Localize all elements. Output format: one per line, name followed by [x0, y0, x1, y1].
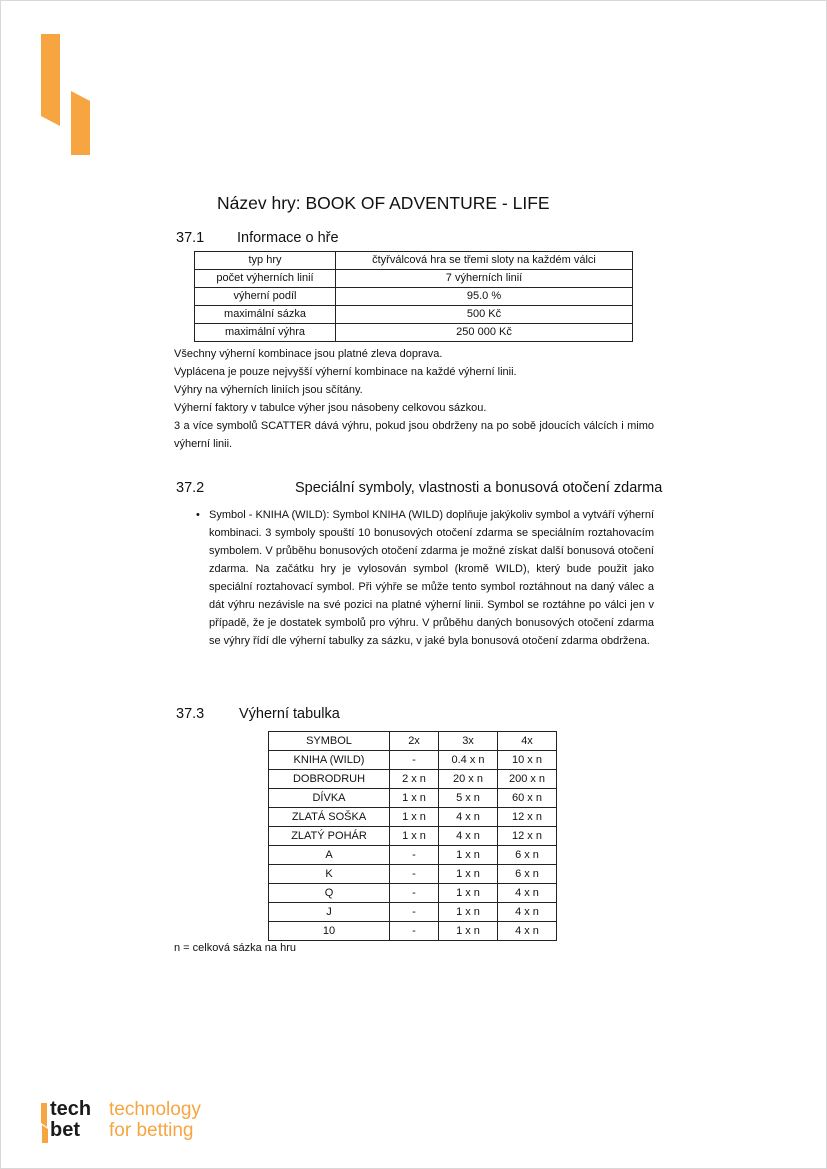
- payout-2x: -: [390, 846, 439, 865]
- column-header: 2x: [390, 732, 439, 751]
- payout-3x: 1 x n: [439, 846, 498, 865]
- payout-2x: 2 x n: [390, 770, 439, 789]
- payout-2x: 1 x n: [390, 827, 439, 846]
- note: Vyplácena je pouze nejvyšší výherní kombinace na každé výherní linii.: [174, 366, 517, 378]
- payout-3x: 20 x n: [439, 770, 498, 789]
- symbol-name: K: [269, 865, 390, 884]
- table-row: [269, 751, 557, 770]
- payout-2x: 1 x n: [390, 808, 439, 827]
- table-header-row: [269, 732, 557, 751]
- symbol-name: DÍVKA: [269, 789, 390, 808]
- column-header: SYMBOL: [269, 732, 390, 751]
- payout-4x: 4 x n: [498, 884, 557, 903]
- info-value: 95.0 %: [336, 288, 633, 306]
- note: Všechny výherní kombinace jsou platné zleva doprava.: [174, 348, 443, 360]
- logo-word-bet: bet: [50, 1119, 80, 1141]
- note: Výherní faktory v tabulce výher jsou násobeny celkovou sázkou.: [174, 402, 487, 414]
- info-label: výherní podíl: [195, 288, 336, 306]
- payout-3x: 4 x n: [439, 808, 498, 827]
- payout-3x: 1 x n: [439, 884, 498, 903]
- section-heading-37-1: [176, 230, 339, 246]
- payout-3x: 0.4 x n: [439, 751, 498, 770]
- payout-3x: 1 x n: [439, 922, 498, 941]
- table-row: [195, 252, 633, 270]
- payout-3x: 1 x n: [439, 865, 498, 884]
- payout-2x: -: [390, 903, 439, 922]
- table-row: [269, 808, 557, 827]
- symbol-name: A: [269, 846, 390, 865]
- payout-2x: 1 x n: [390, 789, 439, 808]
- section-heading-37-2: [176, 480, 663, 496]
- payout-2x: -: [390, 884, 439, 903]
- payout-4x: 4 x n: [498, 922, 557, 941]
- section-heading-37-3: [176, 706, 340, 722]
- payout-4x: 4 x n: [498, 903, 557, 922]
- section-title: Informace o hře: [237, 230, 339, 246]
- document-title: Název hry: BOOK OF ADVENTURE - LIFE: [217, 193, 550, 213]
- section-title: Výherní tabulka: [239, 706, 340, 722]
- logo-tagline-1: technology: [109, 1099, 201, 1120]
- logo-tagline-2: for betting: [109, 1120, 194, 1141]
- rules-notes: [174, 345, 654, 453]
- table-row: [269, 789, 557, 808]
- payout-2x: -: [390, 751, 439, 770]
- techbet-logo-mark: [41, 34, 93, 156]
- game-info-table: [194, 251, 633, 342]
- payout-3x: 5 x n: [439, 789, 498, 808]
- table-row: [269, 770, 557, 789]
- info-label: maximální sázka: [195, 306, 336, 324]
- symbol-name: 10: [269, 922, 390, 941]
- table-row: [195, 270, 633, 288]
- info-value: čtyřválcová hra se třemi sloty na každém válci: [336, 252, 633, 270]
- symbol-name: KNIHA (WILD): [269, 751, 390, 770]
- section-number: 37.2: [176, 480, 205, 496]
- info-value: 7 výherních linií: [336, 270, 633, 288]
- info-value: 250 000 Kč: [336, 324, 633, 342]
- payout-3x: 1 x n: [439, 903, 498, 922]
- section-number: 37.1: [176, 230, 205, 246]
- table-row: [195, 306, 633, 324]
- payout-2x: -: [390, 865, 439, 884]
- info-label: počet výherních linií: [195, 270, 336, 288]
- bullet-icon: •: [196, 509, 200, 521]
- techbet-footer-logo: [41, 1099, 241, 1147]
- payout-2x: -: [390, 922, 439, 941]
- payout-4x: 12 x n: [498, 827, 557, 846]
- column-header: 4x: [498, 732, 557, 751]
- table-row: [269, 922, 557, 941]
- section-title: Speciální symboly, vlastnosti a bonusová otočení zdarma: [295, 480, 663, 496]
- payout-4x: 10 x n: [498, 751, 557, 770]
- payout-4x: 12 x n: [498, 808, 557, 827]
- payout-4x: 6 x n: [498, 865, 557, 884]
- symbol-name: ZLATÝ POHÁR: [269, 827, 390, 846]
- table-row: [269, 884, 557, 903]
- symbol-name: DOBRODRUH: [269, 770, 390, 789]
- note: Výhry na výherních liniích jsou sčítány.: [174, 384, 363, 396]
- paytable-footnote: n = celková sázka na hru: [174, 942, 296, 954]
- table-row: [195, 288, 633, 306]
- paytable: [268, 731, 557, 941]
- wild-symbol-description: [196, 506, 654, 650]
- table-row: [269, 827, 557, 846]
- logo-word-tech: tech: [50, 1098, 92, 1120]
- logo-bar-icon: [41, 1103, 48, 1143]
- column-header: 3x: [439, 732, 498, 751]
- info-label: typ hry: [195, 252, 336, 270]
- symbol-name: Q: [269, 884, 390, 903]
- table-row: [269, 903, 557, 922]
- payout-4x: 60 x n: [498, 789, 557, 808]
- note: 3 a více symbolů SCATTER dává výhru, pokud jsou obdrženy na po sobě jdoucích válcích i mimo výherní linii.: [174, 420, 654, 450]
- bullet-text: Symbol - KNIHA (WILD): Symbol KNIHA (WILD) doplňuje jakýkoliv symbol a vytváří výherní kombinaci. 3 symboly spouští 10 bonusových otočení zdarma se speciálním roztahovacím symbolem. V průběhu bonusových otočení zdarma je možné získat další bonusová otočení zdarma. Na začátku hry je vylosován symbol (kromě WILD), který bude použit jako speciální roztahovací symbol. Při výhře se může tento symbol roztáhnout na daný válec a dát výhru nezávisle na své pozici na platné výherní linii. Symbol se roztáhne po válci jen v případě, že je dostatek symbolů pro výhru. V průběhu daných bonusových otočení zdarma se výhry řídí dle výherní tabulky za sázku, v jaké byla bonusová otočení zdarma obdržena.: [209, 509, 655, 647]
- payout-4x: 6 x n: [498, 846, 557, 865]
- payout-3x: 4 x n: [439, 827, 498, 846]
- section-number: 37.3: [176, 706, 205, 722]
- payout-4x: 200 x n: [498, 770, 557, 789]
- info-label: maximální výhra: [195, 324, 336, 342]
- symbol-name: ZLATÁ SOŠKA: [269, 808, 390, 827]
- info-value: 500 Kč: [336, 306, 633, 324]
- symbol-name: J: [269, 903, 390, 922]
- table-row: [269, 865, 557, 884]
- table-row: [269, 846, 557, 865]
- table-row: [195, 324, 633, 342]
